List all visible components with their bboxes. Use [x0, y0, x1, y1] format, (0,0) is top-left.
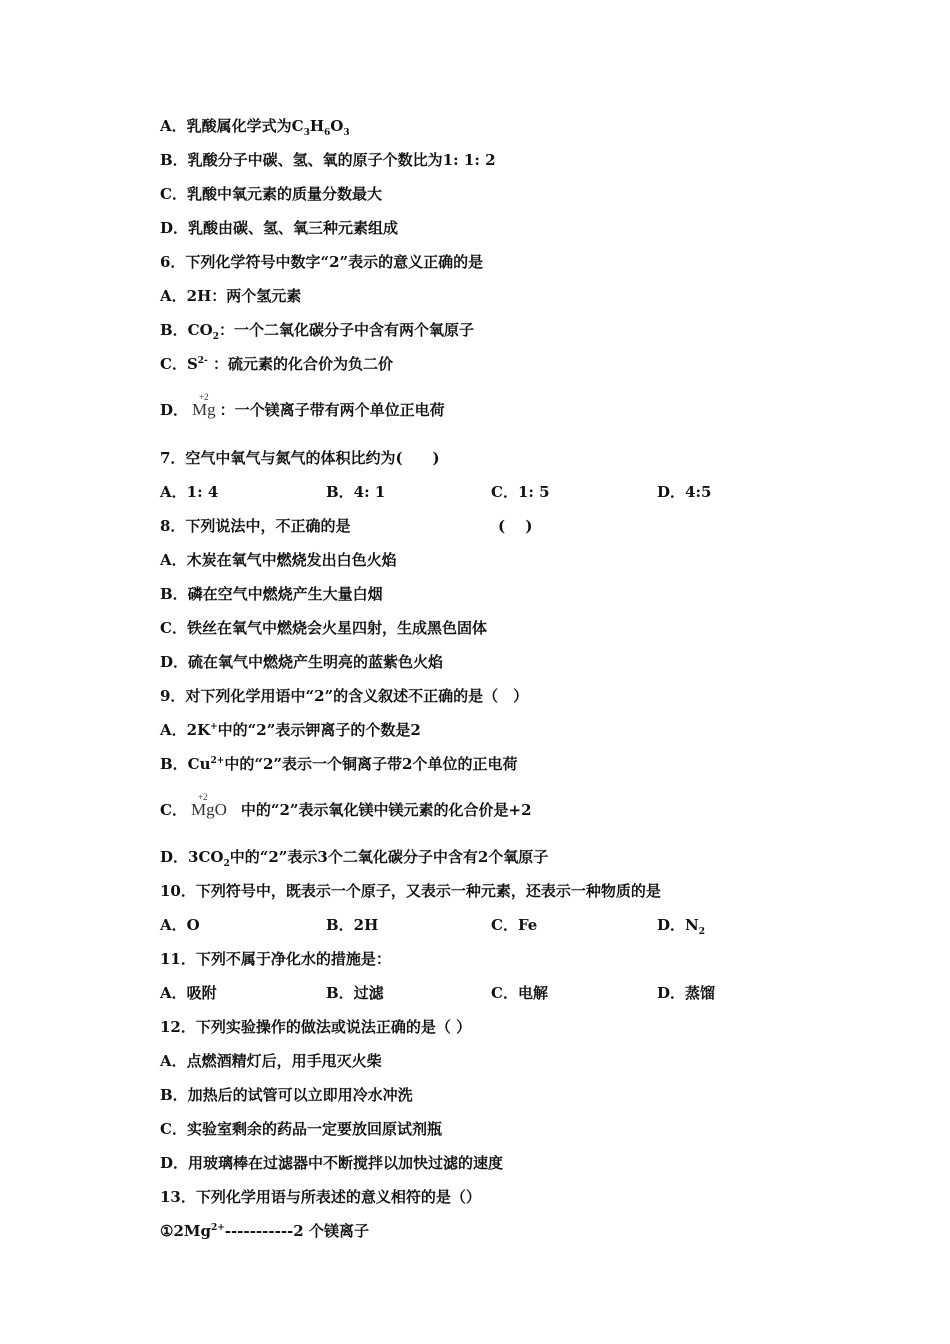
oxidation-symbol — [192, 392, 216, 420]
text: ①2Mg — [160, 1222, 211, 1240]
q6-option-b — [160, 320, 474, 340]
q9-option-d — [160, 847, 548, 867]
q12-option-b: B．加热后的试管可以立即用冷水冲洗 — [160, 1086, 413, 1104]
text: 中的“2”表示钾离子的个数是2 — [217, 721, 421, 739]
text: 中的“2”表示一个铜离子带2个单位的正电荷 — [224, 755, 518, 773]
subscript: 2 — [698, 927, 705, 937]
superscript: 2+ — [210, 756, 225, 766]
oxidation-symbol — [190, 792, 227, 820]
q11-option-c: C．电解 — [491, 984, 548, 1002]
q10-option-a: A．O — [160, 916, 200, 934]
q12-option-c: C．实验室剩余的药品一定要放回原试剂瓶 — [160, 1120, 442, 1138]
q7-option-c: C．1: 5 — [491, 483, 550, 501]
text: B．Cu — [160, 755, 211, 773]
q8-option-c: C．铁丝在氧气中燃烧会火星四射，生成黑色固体 — [160, 619, 487, 637]
text: ：一个镁离子带有两个单位正电荷 — [219, 401, 445, 419]
q7-option-d: D．4:5 — [657, 483, 712, 501]
q7-option-b: B．4: 1 — [326, 483, 386, 501]
q8-option-a: A．木炭在氧气中燃烧发出白色火焰 — [160, 551, 397, 569]
superscript: 2- — [197, 356, 208, 366]
superscript: 2+ — [210, 1223, 225, 1233]
question-12: 12．下列实验操作的做法或说法正确的是（ ） — [160, 1018, 472, 1036]
text: -----------2 个镁离子 — [224, 1222, 369, 1240]
q5-option-b: B．乳酸分子中碳、氢、氧的原子个数比为1: 1: 2 — [160, 151, 496, 169]
q13-item-1 — [160, 1221, 369, 1241]
q9-option-a — [160, 720, 421, 740]
text: D．3CO — [160, 848, 224, 866]
subscript: 2 — [223, 859, 230, 869]
text: H — [309, 117, 325, 135]
subscript: 2 — [212, 332, 219, 342]
q5-option-a — [160, 116, 350, 136]
question-9: 9．对下列化学用语中“2”的含义叙述不正确的是（ ） — [160, 687, 529, 705]
valence-mark: +2 — [197, 792, 208, 802]
text: ：一个二氧化碳分子中含有两个氧原子 — [218, 321, 474, 339]
q6-option-c — [160, 354, 393, 374]
text: 8．下列说法中，不正确的是 — [160, 517, 351, 535]
q8-option-d: D．硫在氧气中燃烧产生明亮的蓝紫色火焰 — [160, 653, 444, 671]
q6-option-a: A．2H：两个氢元素 — [160, 287, 302, 305]
q9-option-c — [160, 792, 532, 820]
text: A．2K — [160, 721, 211, 739]
q11-option-a: A．吸附 — [160, 984, 217, 1002]
q5-option-d: D．乳酸由碳、氢、氧三种元素组成 — [160, 219, 399, 237]
answer-paren: ( ) — [498, 517, 533, 535]
q11-option-d: D．蒸馏 — [657, 984, 716, 1002]
question-6: 6．下列化学符号中数字“2”表示的意义正确的是 — [160, 253, 484, 271]
q7-option-a: A．1: 4 — [160, 483, 219, 501]
q12-option-d: D．用玻璃棒在过滤器中不断搅拌以加快过滤的速度 — [160, 1154, 504, 1172]
q10-option-b: B．2H — [326, 916, 379, 934]
text: ：硫元素的化合价为负二价 — [207, 355, 394, 373]
compound-symbol: MgO — [190, 800, 227, 819]
text: O — [330, 117, 344, 135]
text: 中的“2”表示氧化镁中镁元素的化合价是+2 — [240, 801, 532, 819]
question-7: 7．空气中氧气与氮气的体积比约为( ) — [160, 449, 440, 467]
q8-option-b: B．磷在空气中燃烧产生大量白烟 — [160, 585, 383, 603]
text: 中的“2”表示3个二氧化碳分子中含有2个氧原子 — [229, 848, 549, 866]
q9-option-b — [160, 754, 517, 774]
text: C． — [160, 801, 187, 819]
element-symbol: Mg — [192, 400, 216, 419]
text: D． — [160, 401, 189, 419]
valence-mark: +2 — [199, 392, 209, 402]
question-11: 11．下列不属于净化水的措施是： — [160, 950, 391, 968]
q5-option-c: C．乳酸中氧元素的质量分数最大 — [160, 185, 382, 203]
question-10: 10．下列符号中，既表示一个原子，又表示一种元素，还表示一种物质的是 — [160, 882, 661, 900]
q12-option-a: A．点燃酒精灯后，用手甩灭火柴 — [160, 1052, 382, 1070]
subscript: 3 — [303, 128, 310, 138]
text: B．CO — [160, 321, 213, 339]
question-13: 13．下列化学用语与所表述的意义相符的是（） — [160, 1188, 481, 1206]
question-8 — [160, 516, 760, 536]
q10-option-d — [657, 915, 705, 935]
subscript: 3 — [343, 128, 350, 138]
text: D．N — [657, 916, 699, 934]
subscript: 6 — [324, 128, 331, 138]
superscript: + — [210, 722, 218, 732]
text: C．S — [160, 355, 198, 373]
q6-option-d — [160, 392, 445, 420]
text: A．乳酸属化学式为C — [160, 117, 304, 135]
q10-option-c: C．Fe — [491, 916, 538, 934]
q11-option-b: B．过滤 — [326, 984, 384, 1002]
